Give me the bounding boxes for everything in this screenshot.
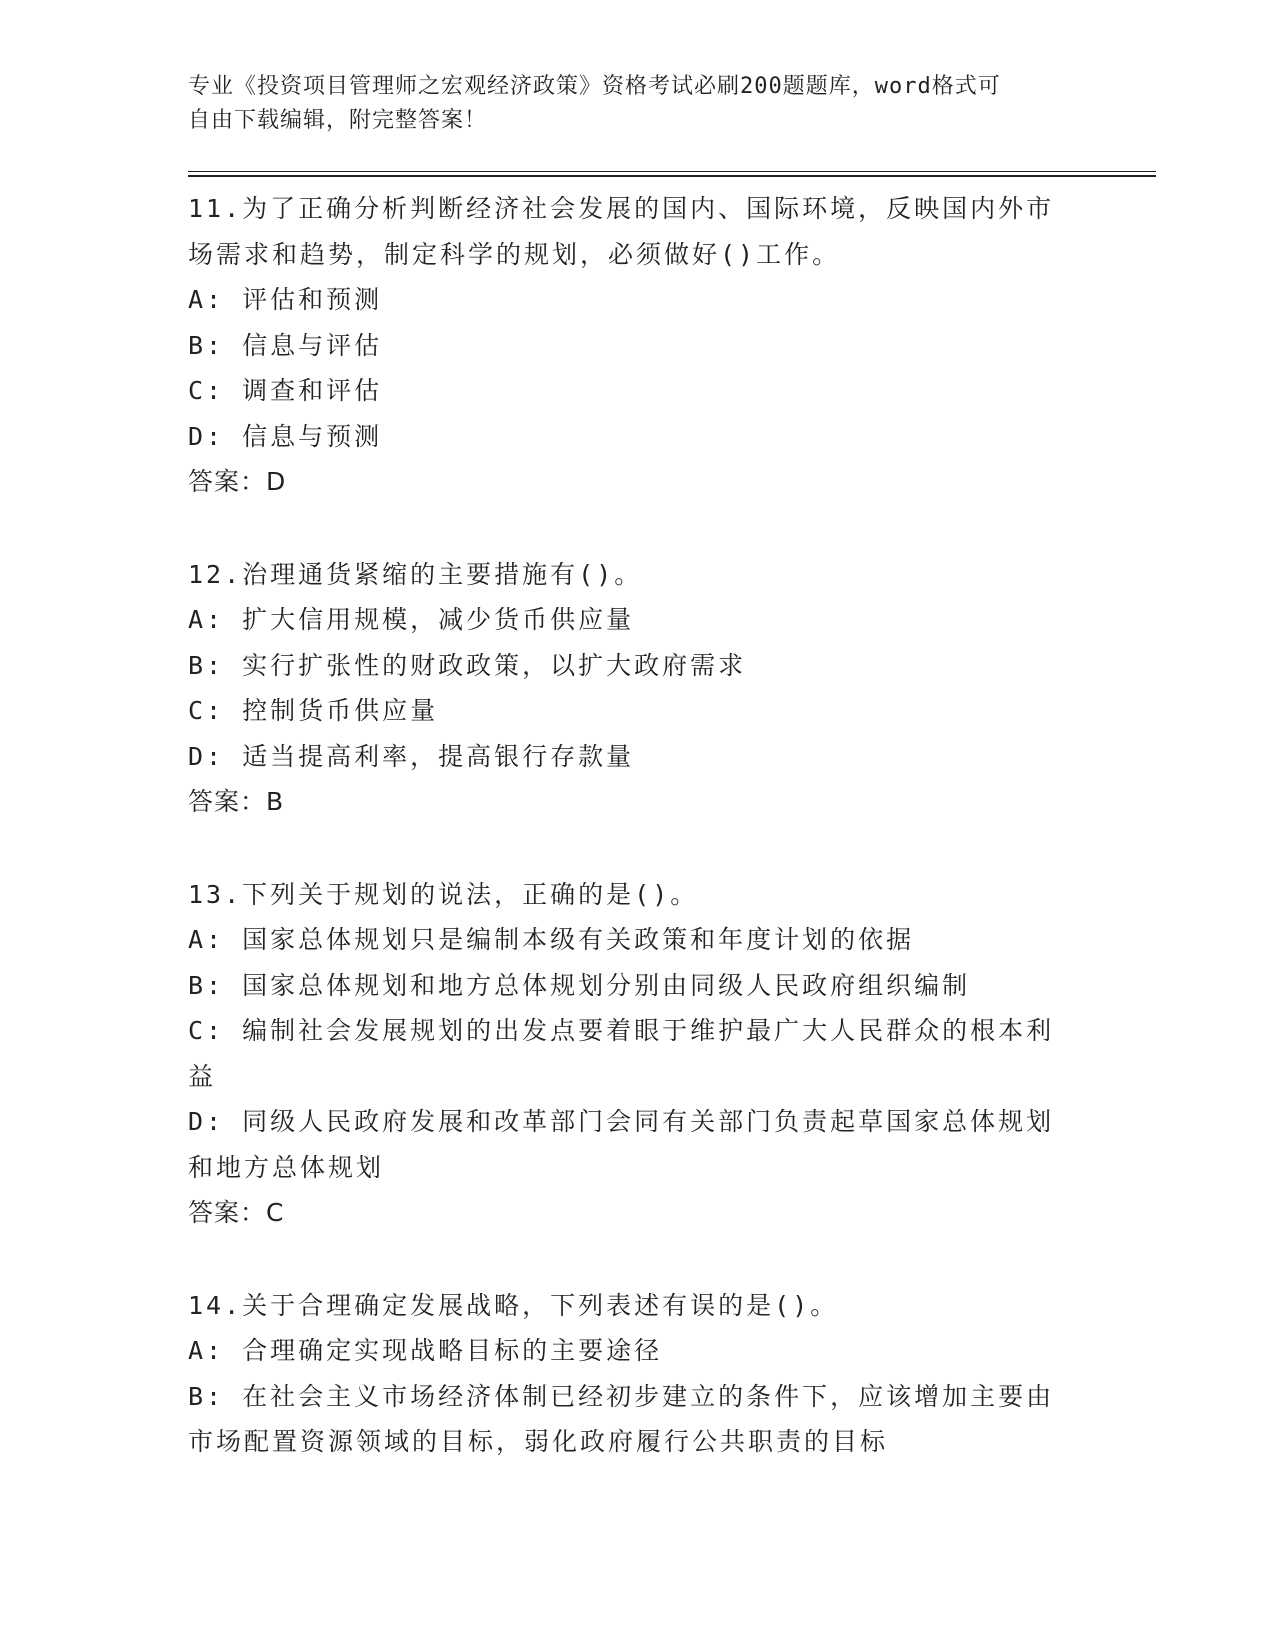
option-b: B: 实行扩张性的财政政策，以扩大政府需求	[188, 650, 747, 680]
option-c-continued: 益	[188, 1061, 217, 1091]
option-b-continued: 市场配置资源领域的目标，弱化政府履行公共职责的目标	[188, 1427, 889, 1456]
answer-key: 答案：B	[188, 787, 285, 816]
question-stem: 12.治理通货紧缩的主要措施有()。	[188, 559, 643, 589]
header-line-2: 自由下载编辑，附完整答案！	[188, 108, 488, 133]
question-stem: 14.关于合理确定发展战略，下列表述有误的是()。	[188, 1290, 839, 1320]
option-d: D: 同级人民政府发展和改革部门会同有关部门负责起草国家总体规划	[188, 1107, 1055, 1136]
question-stem: 13.下列关于规划的说法，正确的是()。	[188, 879, 699, 909]
option-d-continued: 和地方总体规划	[188, 1152, 385, 1182]
option-d: D: 适当提高利率，提高银行存款量	[188, 741, 635, 771]
question-stem: 11.为了正确分析判断经济社会发展的国内、国际环境，反映国内外市	[188, 194, 1055, 223]
option-a: A: 合理确定实现战略目标的主要途径	[188, 1336, 663, 1365]
answer-key: 答案：D	[188, 467, 287, 496]
answer-key: 答案：C	[188, 1198, 285, 1227]
option-c: C: 编制社会发展规划的出发点要着眼于维护最广大人民群众的根本利	[188, 1016, 1055, 1045]
option-a: A: 扩大信用规模，减少货币供应量	[188, 605, 635, 634]
option-d: D: 信息与预测	[188, 421, 383, 451]
option-c: C: 控制货币供应量	[188, 696, 439, 725]
option-a: A: 评估和预测	[188, 285, 383, 314]
option-b: B: 国家总体规划和地方总体规划分别由同级人民政府组织编制	[188, 970, 971, 1000]
header-line-1: 专业《投资项目管理师之宏观经济政策》资格考试必刷200题题库，word格式可	[188, 74, 1001, 99]
option-b: B: 在社会主义市场经济体制已经初步建立的条件下，应该增加主要由	[188, 1381, 1055, 1411]
question-14	[188, 1283, 1088, 1465]
header-divider-thin	[188, 171, 1156, 172]
question-13	[188, 872, 1088, 1236]
document-header	[188, 70, 1068, 138]
question-list	[188, 186, 1088, 1512]
question-stem-continued: 场需求和趋势，制定科学的规划，必须做好()工作。	[188, 239, 841, 269]
header-divider-thick	[188, 175, 1156, 177]
option-c: C: 调查和评估	[188, 376, 383, 405]
option-a: A: 国家总体规划只是编制本级有关政策和年度计划的依据	[188, 925, 915, 954]
question-12	[188, 552, 1088, 825]
question-11	[188, 186, 1088, 505]
option-b: B: 信息与评估	[188, 330, 383, 360]
